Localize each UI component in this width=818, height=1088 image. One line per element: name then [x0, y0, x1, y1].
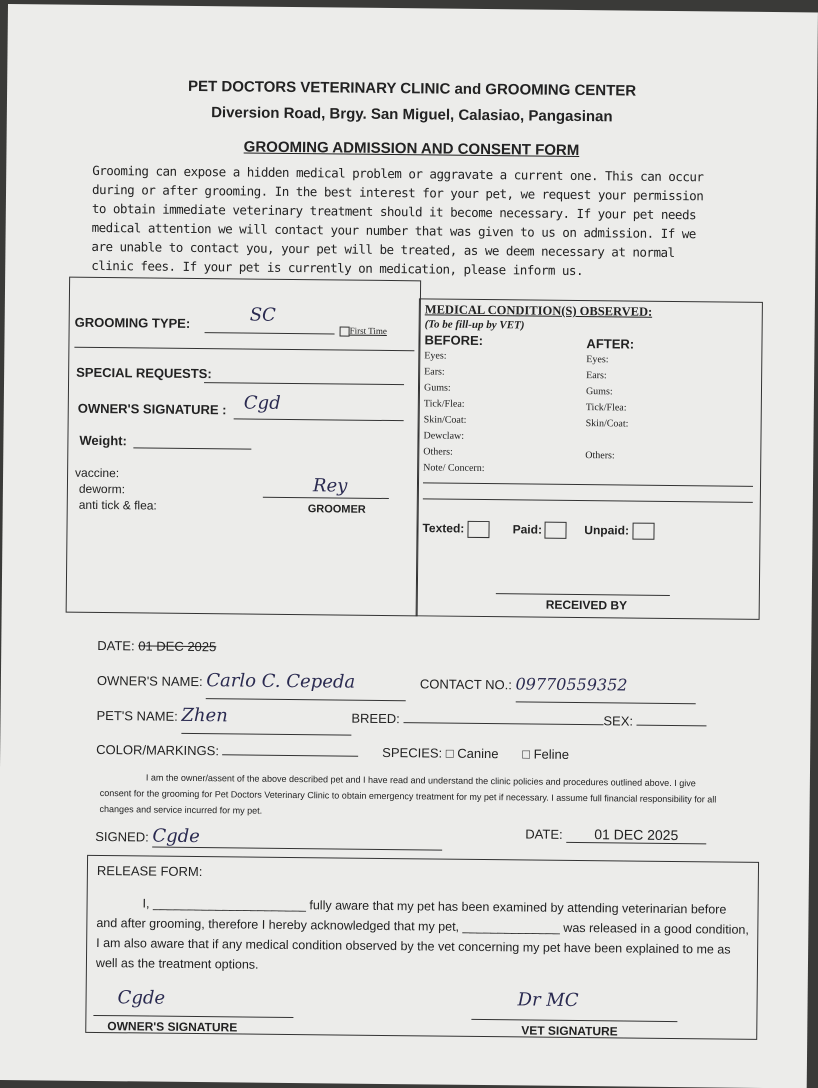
clinic-address: Diversion Road, Brgy. San Miguel, Calasiao, Pangasinan	[211, 104, 613, 126]
after-ears: Ears:	[586, 370, 607, 382]
owner-name-label: OWNER'S NAME:	[96, 672, 203, 690]
after-skin-coat: Skin/Coat:	[585, 418, 629, 430]
medical-subtitle: (To be fill-up by VET)	[424, 318, 525, 332]
grooming-type-value[interactable]: SC	[249, 304, 276, 326]
before-eyes: Eyes:	[424, 350, 447, 362]
owner-name-value[interactable]: Carlo C. Cepeda	[206, 664, 406, 701]
unpaid-checkbox[interactable]	[632, 523, 654, 540]
vet-signature-caption: VET SIGNATURE	[521, 1023, 618, 1039]
before-skin-coat: Skin/Coat:	[423, 414, 467, 426]
unpaid-label: Unpaid:	[584, 522, 630, 538]
weight-label: Weight:	[79, 432, 127, 449]
feline-label: Feline	[533, 746, 570, 762]
contact-value[interactable]: 09770559352	[515, 667, 695, 704]
breed-label: BREED:	[351, 710, 400, 727]
texted-checkbox[interactable]	[467, 521, 489, 538]
color-field[interactable]	[223, 740, 359, 756]
feline-checkbox[interactable]: □	[522, 746, 531, 762]
first-time-checkbox[interactable]	[340, 326, 350, 336]
release-owner-signature: Cgde	[117, 987, 166, 1009]
first-time-label: First Time	[349, 325, 387, 336]
after-list	[585, 352, 746, 466]
before-ears: Ears:	[424, 366, 445, 378]
before-dewclaw: Dewclaw:	[423, 430, 465, 442]
color-markings-label: COLOR/MARKINGS:	[96, 741, 220, 759]
consent-paragraph: I am the owner/assent of the above described pet and I have read and understand the clinic policies and procedures outlined above. I give consent for the grooming for Pet Doctors Veterinary Clinic to obtain emergency treatment for my pet if necessary. I assume full financial responsibility for all changes and service incurred for my pet.	[99, 772, 717, 816]
before-label: BEFORE:	[424, 332, 484, 348]
groomer-signature: Rey	[312, 475, 348, 497]
after-gums: Gums:	[585, 386, 613, 398]
deworm-label: deworm:	[78, 481, 126, 497]
contact-label: CONTACT NO.:	[419, 676, 512, 693]
form-title: GROOMING ADMISSION AND CONSENT FORM	[243, 138, 580, 159]
before-others: Others:	[423, 446, 453, 458]
after-label: AFTER:	[586, 336, 635, 352]
before-tick-flea: Tick/Flea:	[423, 398, 465, 410]
consent-form-page	[0, 4, 818, 1088]
owner-signature-value: Cgd	[243, 392, 281, 414]
release-paragraph: I, ______________________ fully aware that my pet has been examined by attending veterinarian before and after grooming, therefore I hereby acknowledged that my pet, ______________ was released in a good condition, I am also aware that if any medical condition observed by the vet concerning my pet have been explained to me as well as the treatment options.	[95, 896, 749, 972]
canine-label: Canine	[457, 745, 499, 762]
before-gums: Gums:	[423, 382, 451, 394]
vet-signature: Dr MC	[517, 989, 579, 1012]
owner-signature-label: OWNER'S SIGNATURE :	[77, 400, 227, 418]
received-by-label: RECEIVED BY	[545, 597, 628, 613]
sex-label: SEX:	[603, 713, 634, 729]
anti-tick-label: anti tick & flea:	[78, 497, 157, 513]
intro-paragraph: Grooming can expose a hidden medical problem or aggravate a current one. This can occur during or after grooming. In the best interest for your pet, we request your permission to obtain immediate veterinary treatment should it become necessary. If your pet needs medical attention we will contact your number that was given to us on admission. If we are unable to contact you, your pet will be treated, as we deem necessary at normal clinic fees. If your pet is currently on medication, please inform us.	[91, 162, 704, 279]
note-concern-label: Note/ Concern:	[423, 462, 485, 475]
signed-date-label: DATE:	[525, 826, 563, 842]
sex-field[interactable]	[637, 711, 707, 727]
species-label: SPECIES:	[382, 744, 443, 761]
vaccine-label: vaccine:	[75, 465, 120, 481]
grooming-type-label: GROOMING TYPE:	[74, 314, 191, 331]
clinic-name: PET DOCTORS VETERINARY CLINIC and GROOMING CENTER	[188, 77, 637, 100]
special-requests-label: SPECIAL REQUESTS:	[76, 364, 212, 382]
pet-name-value[interactable]: Zhen	[181, 699, 351, 736]
texted-label: Texted:	[422, 521, 465, 536]
signed-date-value[interactable]: 01 DEC 2025	[566, 826, 706, 844]
date-label: DATE:	[97, 637, 135, 654]
groomer-label: GROOMER	[307, 503, 366, 516]
paid-checkbox[interactable]	[545, 522, 567, 539]
owner-signature-caption: OWNER'S SIGNATURE	[107, 1019, 238, 1035]
breed-field[interactable]	[403, 708, 603, 725]
signed-value: Cgde	[152, 826, 442, 851]
after-others: Others:	[585, 450, 615, 462]
canine-checkbox[interactable]: □	[445, 745, 454, 761]
date-value[interactable]: 01 DEC 2025	[138, 638, 217, 655]
medical-title: MEDICAL CONDITION(S) OBSERVED:	[424, 302, 653, 319]
before-list	[423, 348, 584, 478]
pet-name-label: PET'S NAME:	[96, 707, 178, 724]
paid-label: Paid:	[512, 521, 543, 537]
after-tick-flea: Tick/Flea:	[585, 402, 627, 414]
after-eyes: Eyes:	[586, 354, 609, 366]
release-title: RELEASE FORM:	[96, 862, 203, 880]
signed-label: SIGNED:	[95, 828, 149, 845]
